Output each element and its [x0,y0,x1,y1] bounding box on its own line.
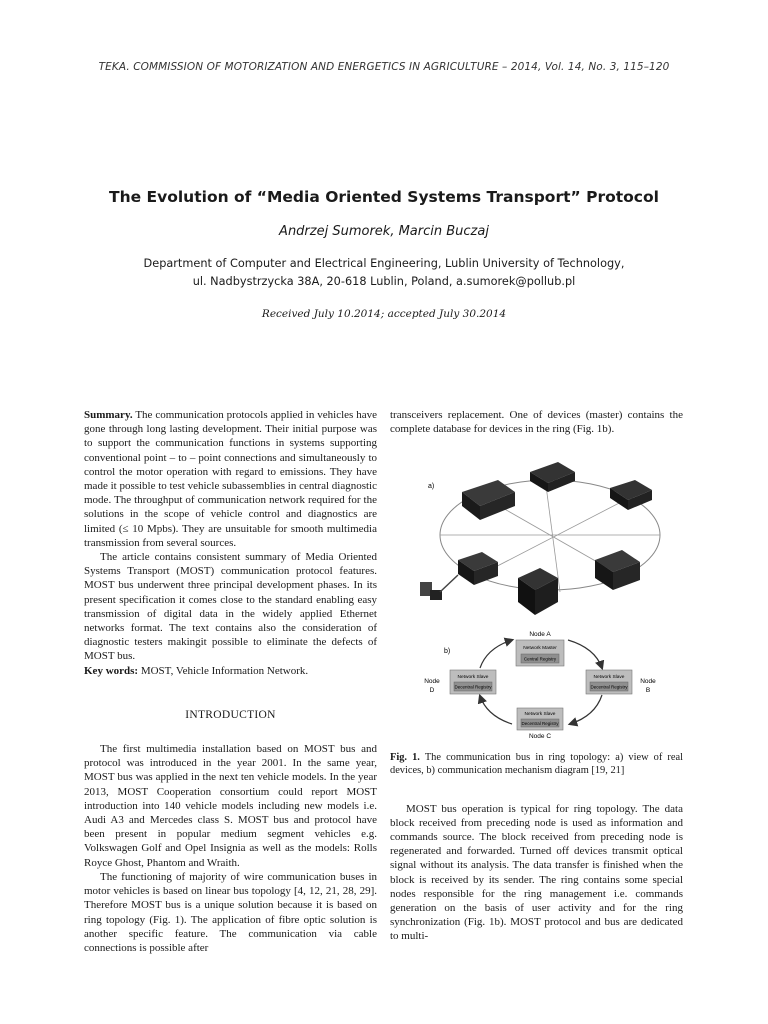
authors: Andrzej Sumorek, Marcin Buczaj [279,224,489,239]
intro-paragraph-1: The first multimedia installation based on MOST bus and protocol was introduced in the year 2001. In the same year, MOST bus was applied in the next ten vehicle models. In the year 2013, MOST Cooperation consortium could report MOST introduction into 140 vehicle models including new models i.e. Audi A3 and Mercedes class S. MOST bus and protocol have been present in popular medium segment vehicles e.g. Volkswagen Golf and Opel Insignia as well as the models: Rolls Royce Ghost, Phantom and Wraith. [84,743,377,869]
node-a-title: Node A [529,631,551,639]
node-c-box2: Decentral Registry [521,721,559,727]
node-c-title: Node C [528,733,552,741]
affiliation-line-1: Department of Computer and Electrical Engineering, Lublin University of Technology, [143,257,625,270]
figure-caption-text: The communication bus in ring topology: a) view of real devices, b) communication mechanism diagram [19, 21] [390,751,683,777]
paper-title: The Evolution of “Media Oriented Systems Transport” Protocol [109,188,659,206]
intro-paragraph-2: The functioning of majority of wire communication buses in motor vehicles is based on linear bus topology [4, 12, 21, 28, 29]. Therefore MOST bus is a unique solution because it is based on ring topology (Fig. 1). The application of fibre optic solution is another specific feature. The communication via cable connections is possible after [84,870,377,954]
figure-caption [390,751,683,778]
keywords-label: Key words: [84,664,139,677]
figure-1 [390,450,683,740]
node-b-box2: Decentral Registry [590,684,628,690]
summary-paragraph [84,408,377,550]
node-b-box1: Network Slave [593,675,625,681]
node-a [516,631,564,666]
summary-label: Summary. [84,409,133,421]
device-top-left [462,480,515,520]
connector-plug [420,575,458,600]
node-b-title-1: Node [640,678,656,686]
node-d-title-2: D [429,687,435,695]
panel-b-label: b) [444,648,451,656]
node-d-title-1: Node [424,678,440,686]
ring-arrow-d-a [480,640,512,668]
node-a-box1: Network Master [523,646,557,652]
ring-device-photo [420,462,660,615]
figure-caption-label: Fig. 1. [390,751,420,763]
node-c-box1: Network Slave [524,712,556,718]
panel-a-label: a) [428,483,435,491]
summary-paragraph-2: The article contains consistent summary of Media Oriented Systems Transport (MOST) communication protocol features. MOST bus underwent three principal development phases. In its present specification it comes close to the standard enabling easy transmission of digital data in the widely applied Ethernet networks format. The text contains also the consideration of diagnostic testers makingit possible to eliminate the defects of MOST bus. [84,551,377,663]
summary-text: The communication protocols applied in vehicles have gone through long lasting development. Their initial purpose was to support the communication functions in systems supporting conventional point – to – point connections and simultaneously to control the motor operation with regard to emissions. They have made it possible to test vehicle subassemblies in central diagnostic mode. The throughput of communication network required for the solutions in the scope of vehicle control and diagnostics are limited (≤ 10 Mpbs). They are unsuitable for smooth multimedia transmission from several sources. [84,409,377,549]
left-column [84,408,377,955]
ring-arrow-b-c [570,695,602,724]
node-d [424,670,496,694]
node-c [517,708,563,740]
device-left [458,552,498,585]
right-column [390,408,683,944]
device-top-center [530,462,575,492]
section-heading-introduction: INTRODUCTION [185,708,276,721]
right-paragraph-1: transceivers replacement. One of devices (master) contains the complete database for devices in the ring (Fig. 1b). [390,409,683,436]
device-top-right [610,480,652,510]
node-a-box2: Central Registry [523,656,557,662]
device-bottom-center [518,568,558,615]
affiliation-line-2: ul. Nadbystrzycka 38A, 20-618 Lublin, Poland, a.sumorek@pollub.pl [192,275,576,288]
node-d-box1: Network Slave [457,675,489,681]
node-b-title-2: B [645,687,651,695]
ring-arrow-a-b [568,640,602,668]
running-header: TEKA. COMMISSION OF MOTORIZATION AND ENERGETICS IN AGRICULTURE – 2014, Vol. 14, No. 3, 115–120 [98,61,670,73]
keywords-text: MOST, Vehicle Information Network. [140,664,309,677]
received-date: Received July 10.2014; accepted July 30.2014 [261,308,507,320]
keywords [84,664,377,678]
ring-arrow-c-d [480,696,512,724]
right-paragraph-2: MOST bus operation is typical for ring topology. The data block received from preceding node is used as information and commands source. The block received from preceding node is regenerated and forwarded. Turned off devices transmit optical signal without its analysis. The data transfer is finished when the block is received by its sender. The ring contains some special nodes responsible for the ring management i.e. commands generation on the basis of user activity and for the ring synchronization (Fig. 1b). MOST protocol and bus are dedicated to multi- [390,802,683,943]
affiliation [0,255,768,291]
node-d-box2: Decentral Registry [454,684,492,690]
node-b [586,670,656,694]
